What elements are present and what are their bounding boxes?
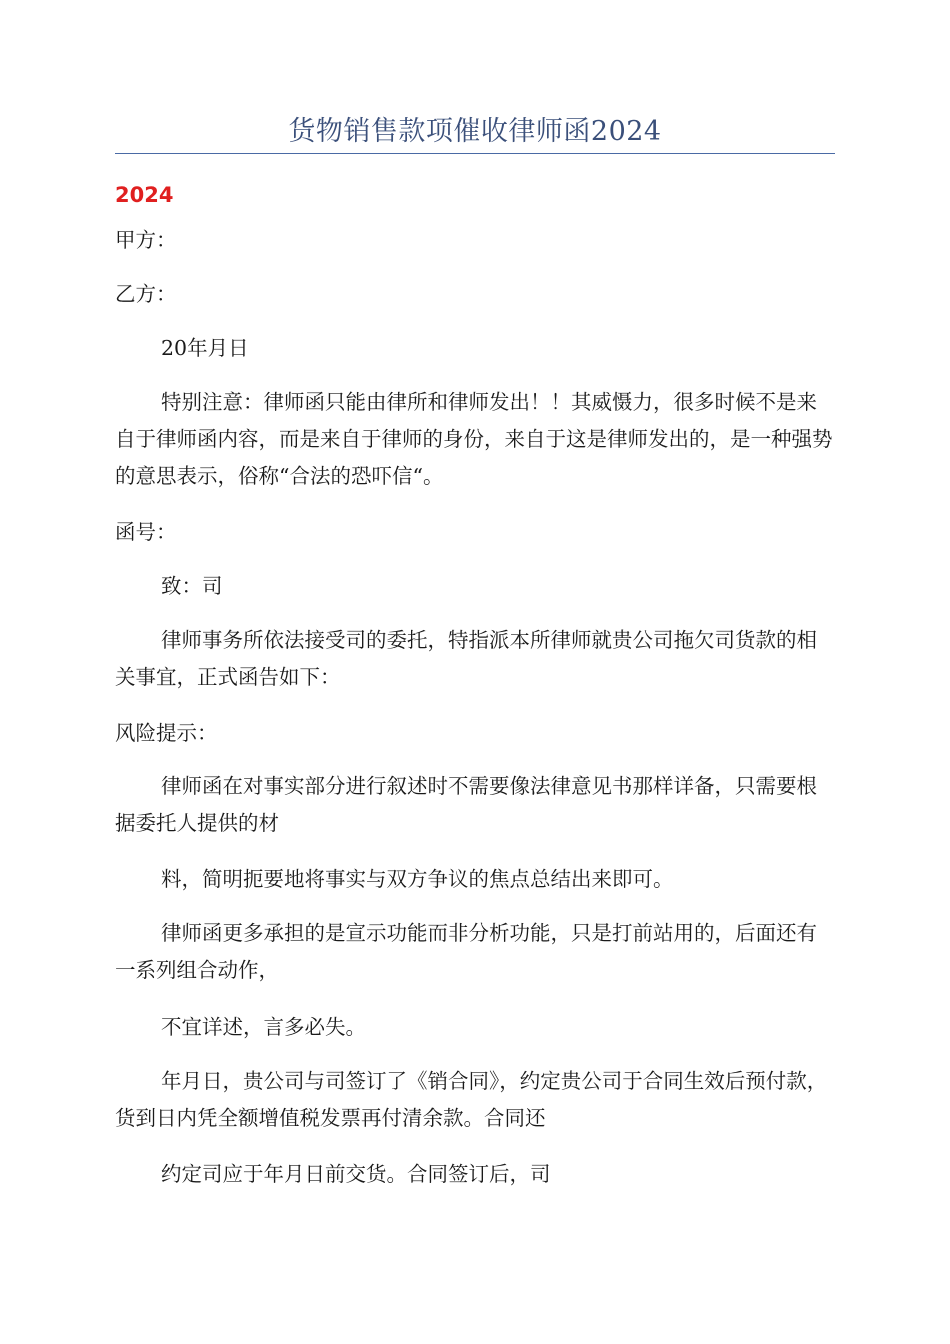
title-divider: [115, 153, 835, 154]
page-title: 货物销售款项催收律师函2024: [288, 116, 662, 147]
contract-facts-paragraph: 年月日，贵公司与司签订了《销合同》，约定贵公司于合同生效后预付款，货到日内凭全额增值税发票再付清余款。合同还: [115, 1069, 828, 1130]
risk-paragraph-4: 不宜详述，言多必失。: [161, 1015, 366, 1039]
delivery-paragraph: 约定司应于年月日前交货。合同签订后，司: [161, 1162, 551, 1186]
risk-paragraph-1: 律师函在对事实部分进行叙述时不需要像法律意见书那样详备，只需要根据委托人提供的材: [115, 774, 817, 835]
risk-notice-label: 风险提示：: [115, 721, 218, 745]
party-b-label: 乙方：: [115, 282, 177, 306]
year-heading: 2024: [115, 183, 174, 207]
risk-paragraph-3: 律师函更多承担的是宣示功能而非分析功能，只是打前站用的，后面还有一系列组合动作，: [115, 921, 817, 982]
special-note-paragraph: 特别注意：律师函只能由律所和律师发出！！其威慑力，很多时候不是来自于律师函内容，而是来自于律师的身份，来自于这是律师发出的，是一种强势的意思表示，俗称“合法的恐吓信“。: [115, 390, 833, 488]
risk-paragraph-2: 料，简明扼要地将事实与双方争议的焦点总结出来即可。: [161, 867, 674, 891]
engagement-paragraph: 律师事务所依法接受司的委托，特指派本所律师就贵公司拖欠司货款的相关事宜，正式函告如下：: [115, 628, 817, 689]
party-a-label: 甲方：: [115, 228, 177, 252]
letter-number-label: 函号：: [115, 520, 177, 544]
recipient-line: 致：司: [161, 574, 223, 598]
date-line: 20年月日: [161, 336, 249, 360]
